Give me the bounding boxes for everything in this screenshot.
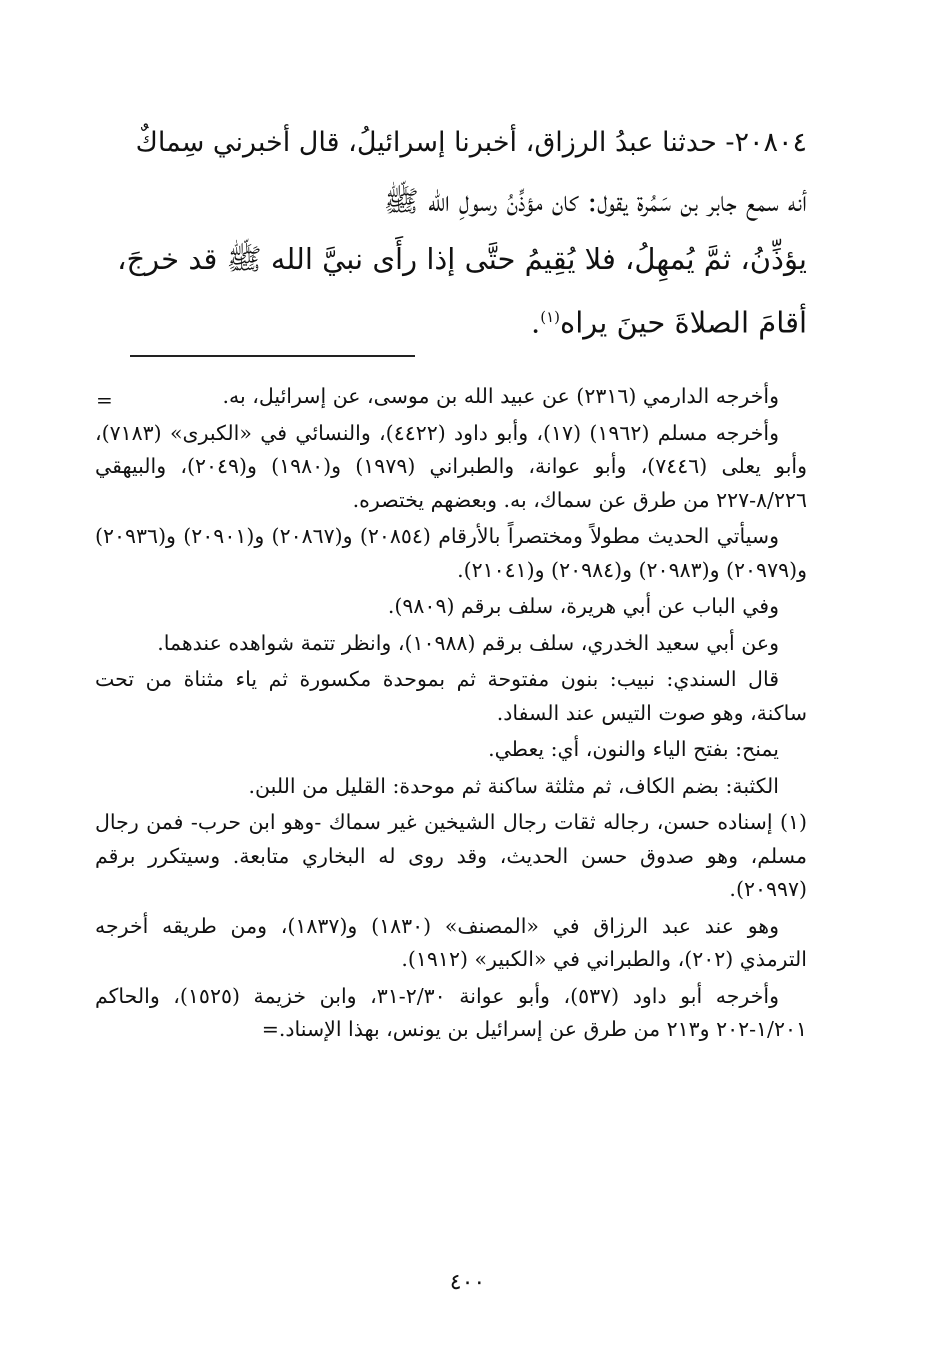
footnote-paragraph: [95, 980, 807, 1047]
footnote-paragraph: وأخرجه مسلم (١٩٦٢) (١٧)، وأبو داود (٤٤٢٢)، والنسائي في «الكبرى» (٧١٨٣)، وأبو يعلى (٧٤٤٦)، وأبو عوانة، والطبراني (١٩٧٩) و(١٩٨٠) و(٢٠٤٩)، والبيهقي ٨/٢٢٦-٢٢٧ من طرق عن سماك، به. وبعضهم يختصره.: [95, 420, 808, 512]
footnotes: [95, 380, 807, 1050]
footnote-paragraph: قال السندي: نبيب: بنون مفتوحة ثم بموحدة مكسورة ثم ياء مثناة من تحت ساكنة، وهو صوت التيس عند السفاد.: [95, 667, 807, 725]
hadith-line-2: يؤذِّنُ، ثمَّ يُمهِلُ، فلا يُقِيمُ حتَّى إذا رأَى نبيَّ الله ﷺ قد خرجَ،: [117, 242, 807, 276]
footnote-paragraph: وعن أبي سعيد الخدري، سلف برقم (١٠٩٨٨)، وانظر تتمة شواهده عندهما.: [157, 630, 779, 655]
footnote-paragraph: (١) إسناده حسن، رجاله ثقات رجال الشيخين غير سماك -وهو ابن حرب- فمن رجال مسلم، وهو صدوق حسن الحديث، وقد روى له البخاري متابعة. وسيتكرر برقم (٢٠٩٩٧).: [95, 810, 807, 901]
hadith-heading: ٢٠٨٠٤- حدثنا عبدُ الرزاق، أخبرنا إسرائيلُ، قال أخبرني سِماكٌ: [135, 127, 807, 158]
hadith-line-3-text: أقامَ الصلاةَ حينَ يراه: [560, 305, 807, 340]
hadith-body: [95, 172, 807, 352]
footnote-paragraph-text: وأخرجه أبو داود (٥٣٧)، وأبو عوانة ٢/٣٠-٣١، وابن خزيمة (١٥٢٥)، والحاكم ١/٢٠١-٢٠٢ و٢١٣ من طرق عن إسرائيل بن يونس، بهذا الإسناد.: [95, 983, 807, 1041]
footnote-paragraph: الكثبة: بضم الكاف، ثم مثلثة ساكنة ثم موحدة: القليل من اللبن.: [248, 773, 779, 798]
footnote-paragraph: وأخرجه الدارمي (٢٣١٦) عن عبيد الله بن موسى، عن إسرائيل، به.: [222, 384, 779, 408]
footnote-reference: (١): [540, 308, 561, 326]
footnote-separator: [130, 355, 415, 357]
footnote-paragraph: وسيأتي الحديث مطولاً ومختصراً بالأرقام (٢٠٨٥٤) و(٢٠٨٦٧) و(٢٠٩٠١) و(٢٠٩٣٦) و(٢٠٩٧٩) و(٢٠٩٨٣) و(٢٠٩٨٤) و(٢١٠٤١).: [95, 524, 807, 582]
continuation-mark: =: [96, 388, 113, 412]
end-continuation-mark: =: [261, 1017, 279, 1041]
footnote-paragraph: يمنح: بفتح الياء والنون، أي: يعطي.: [488, 737, 779, 761]
hadith-line-3: [95, 288, 807, 352]
hadith-line-3-end: .: [531, 305, 541, 340]
page-number: ٤٠٠: [449, 1270, 486, 1295]
hadith-text: [95, 118, 807, 352]
footnote-paragraph: وهو عند عبد الرزاق في «المصنف» (١٨٣٠) و(١٨٣٧)، ومن طريقه أخرجه الترمذي (٢٠٢)، والطبراني في «الكبير» (١٩١٢).: [95, 913, 807, 971]
footnote-paragraph: وفي الباب عن أبي هريرة، سلف برقم (٩٨٠٩).: [387, 594, 779, 618]
hadith-line-1: أنه سمع جابر بن سَمُرة يقول: كان مؤذِّنُ رسولِ الله ﷺ: [383, 184, 807, 218]
